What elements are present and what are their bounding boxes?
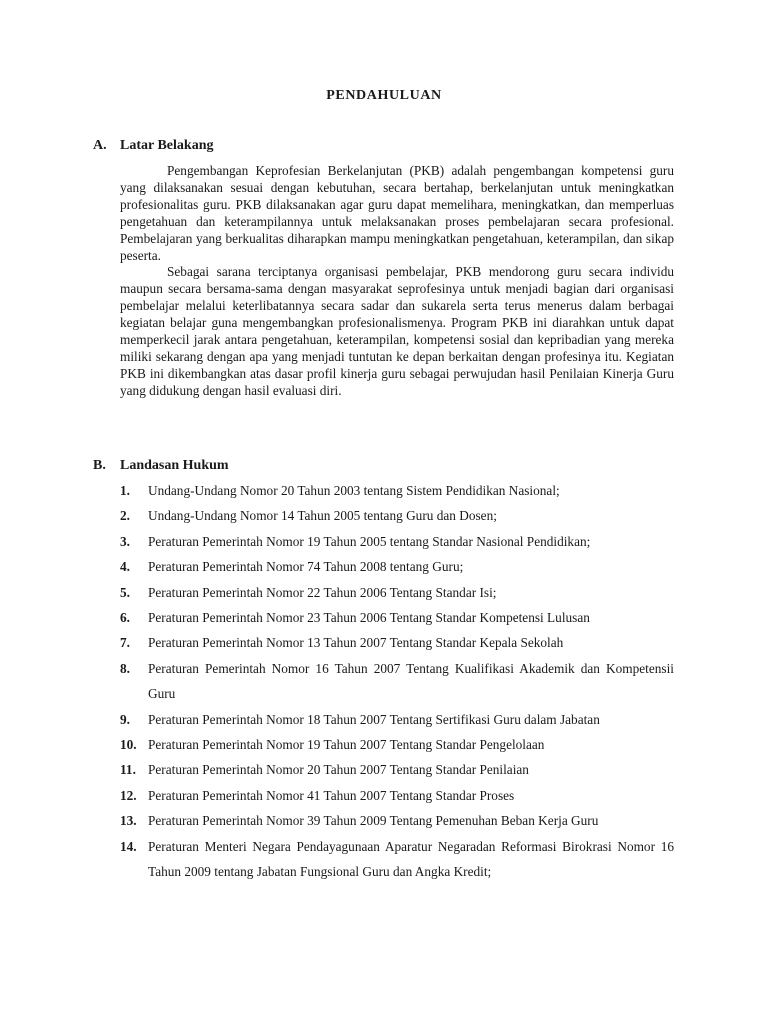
list-number: 6. [120, 610, 130, 626]
list-item [120, 656, 674, 707]
list-text: Peraturan Pemerintah Nomor 23 Tahun 2006 Tentang Standar Kompetensi Lulusan [148, 610, 590, 626]
section-heading-latar-belakang [93, 137, 213, 154]
list-text: Peraturan Pemerintah Nomor 18 Tahun 2007 Tentang Sertifikasi Guru dalam Jabatan [148, 711, 600, 727]
section-title: Latar Belakang [120, 138, 214, 153]
list-item [120, 605, 674, 630]
list-number: 12. [120, 787, 137, 803]
list-number: 10. [120, 737, 137, 753]
paragraph: Pengembangan Keprofesian Berkelanjutan (PKB) adalah pengembangan kompetensi guru yang dilaksanakan sesuai dengan kebutuhan, secara bertahap, berkelanjutan untuk meningkatkan profesionalitas guru. PKB dilaksanakan agar guru dapat memelihara, meningkatkan, dan memperluas pengetahuan dan keterampilannya untuk melaksanakan proses pembelajaran secara profesional. Pembelajaran yang berkualitas diharapkan mampu meningkatkan pengetahuan, keterampilan, dan sikap peserta. [120, 163, 674, 263]
list-text: Peraturan Pemerintah Nomor 19 Tahun 2007 Tentang Standar Pengelolaan [148, 737, 545, 753]
background-paragraphs [120, 163, 674, 400]
list-text: Peraturan Pemerintah Nomor 74 Tahun 2008 tentang Guru; [148, 559, 464, 575]
list-text: Peraturan Menteri Negara Pendayagunaan Aparatur Negaradan Reformasi Birokrasi Nomor 16 Tahun 2009 tentang Jabatan Fungsional Guru dan Angka Kredit; [148, 838, 674, 880]
list-item [120, 757, 674, 782]
section-title: Landasan Hukum [120, 458, 229, 473]
list-text: Peraturan Pemerintah Nomor 41 Tahun 2007 Tentang Standar Proses [148, 787, 515, 803]
list-item [120, 707, 674, 732]
list-item [120, 580, 674, 605]
list-text: Undang-Undang Nomor 20 Tahun 2003 tentang Sistem Pendidikan Nasional; [148, 483, 560, 498]
list-item [120, 630, 674, 655]
list-text: Peraturan Pemerintah Nomor 22 Tahun 2006 Tentang Standar Isi; [148, 584, 497, 600]
list-number: 9. [120, 711, 130, 727]
list-item [120, 529, 674, 554]
list-item [120, 783, 674, 808]
list-number: 7. [120, 635, 130, 651]
list-text: Peraturan Pemerintah Nomor 39 Tahun 2009 Tentang Pemenuhan Beban Kerja Guru [148, 813, 599, 829]
legal-basis-list [120, 478, 674, 885]
list-item [120, 732, 674, 757]
list-item [120, 478, 674, 503]
list-number: 8. [120, 660, 130, 676]
list-number: 13. [120, 813, 137, 829]
section-letter: B. [93, 458, 106, 473]
list-item [120, 503, 674, 528]
paragraph: Sebagai sarana terciptanya organisasi pembelajar, PKB mendorong guru secara individu maupun secara bersama-sama dengan masyarakat seprofesinya untuk menjadi bagian dari organisasi pembelajar melalui keterlibatannya secara sadar dan sukarela serta terus menerus dalam berbagai kegiatan belajar guna mengembangkan profesionalismenya. Program PKB ini diarahkan untuk dapat memperkecil jarak antara pengetahuan, keterampilan, kompetensi sosial dan kepribadian yang mereka miliki sekarang dengan apa yang menjadi tuntutan ke depan berkaitan dengan profesinya itu. Kegiatan PKB ini dikembangkan atas dasar profil kinerja guru sebagai perwujudan hasil Penilaian Kinerja Guru yang didukung dengan hasil evaluasi diri. [120, 264, 674, 398]
list-number: 5. [120, 584, 130, 600]
list-text: Peraturan Pemerintah Nomor 13 Tahun 2007 Tentang Standar Kepala Sekolah [148, 635, 564, 651]
section-letter: A. [93, 138, 107, 153]
list-text: Peraturan Pemerintah Nomor 19 Tahun 2005 tentang Standar Nasional Pendidikan; [148, 533, 591, 549]
list-item [120, 834, 674, 885]
list-text: Peraturan Pemerintah Nomor 16 Tahun 2007 Tentang Kualifikasi Akademik dan Kompetensii Guru [148, 660, 674, 702]
list-number: 3. [120, 533, 130, 549]
list-number: 14. [120, 838, 137, 854]
list-text: Peraturan Pemerintah Nomor 20 Tahun 2007 Tentang Standar Penilaian [148, 762, 529, 778]
section-heading-landasan-hukum [93, 457, 229, 474]
list-text: Undang-Undang Nomor 14 Tahun 2005 tentang Guru dan Dosen; [148, 508, 497, 524]
list-number: 2. [120, 508, 130, 524]
list-item [120, 554, 674, 579]
list-item [120, 808, 674, 833]
list-number: 4. [120, 559, 130, 575]
page-title: PENDAHULUAN [326, 88, 442, 103]
list-number: 11. [120, 762, 136, 778]
list-number: 1. [120, 483, 130, 498]
